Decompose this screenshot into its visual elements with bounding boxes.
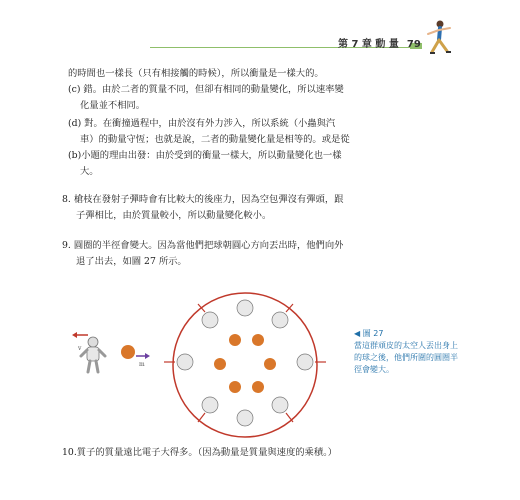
caption-title: ◀ 圖 27 [354, 329, 384, 338]
answer-10-line: 10.質子的質量遠比電子大得多。（因為動量是質量與速度的乘積。） [62, 447, 338, 458]
svg-text:m: m [139, 361, 145, 368]
answer-8-line: 子彈相比，由於質量較小，所以動量變化較小。 [76, 210, 272, 221]
body-line: (c) 錯。由於二者的質量不同，但卻有相同的動量變化，所以速率變 [68, 84, 344, 95]
answer-9-line: 9. 圓圈的半徑會變大。因為當他們把球朝圓心方向丟出時，他們向外 [62, 240, 344, 251]
body-line: (b)小題的理由出發：由於受到的衝量一樣大，所以動量變化也一樣 [68, 150, 342, 161]
body-line: 化量並不相同。 [80, 100, 146, 111]
page-header [338, 35, 421, 50]
caption-line: 的球之後，他們所圍的圓圈半 [354, 353, 458, 362]
body-line: 車）的動量守恆；也就是說，二者的動量變化量是相等的。或是從 [80, 134, 350, 145]
caption-line: 徑會變大。 [354, 365, 394, 374]
page-number: 79 [406, 39, 421, 50]
chapter-title: 第 7 章 動 量 [338, 39, 399, 50]
runner-illustration [420, 18, 460, 58]
figure-caption [354, 328, 469, 376]
answer-9-line: 退了出去，如圖 27 所示。 [76, 256, 187, 267]
figure-27-illustration [60, 290, 360, 440]
body-line: (d) 對。在衝撞過程中，由於沒有外力涉入，所以系統（小蟲與汽 [68, 118, 336, 129]
body-line: 大。 [80, 166, 99, 177]
caption-line: 當這群頑皮的太空人丟出身上 [354, 341, 458, 350]
body-line: 的時間也一樣長（只有相接觸的時候），所以衝量是一樣大的。 [68, 68, 324, 79]
svg-text:v: v [78, 345, 82, 352]
answer-8-line: 8. 槍枝在發射子彈時會有比較大的後座力，因為空包彈沒有彈頭，跟 [62, 194, 344, 205]
single-astronaut [81, 337, 105, 372]
